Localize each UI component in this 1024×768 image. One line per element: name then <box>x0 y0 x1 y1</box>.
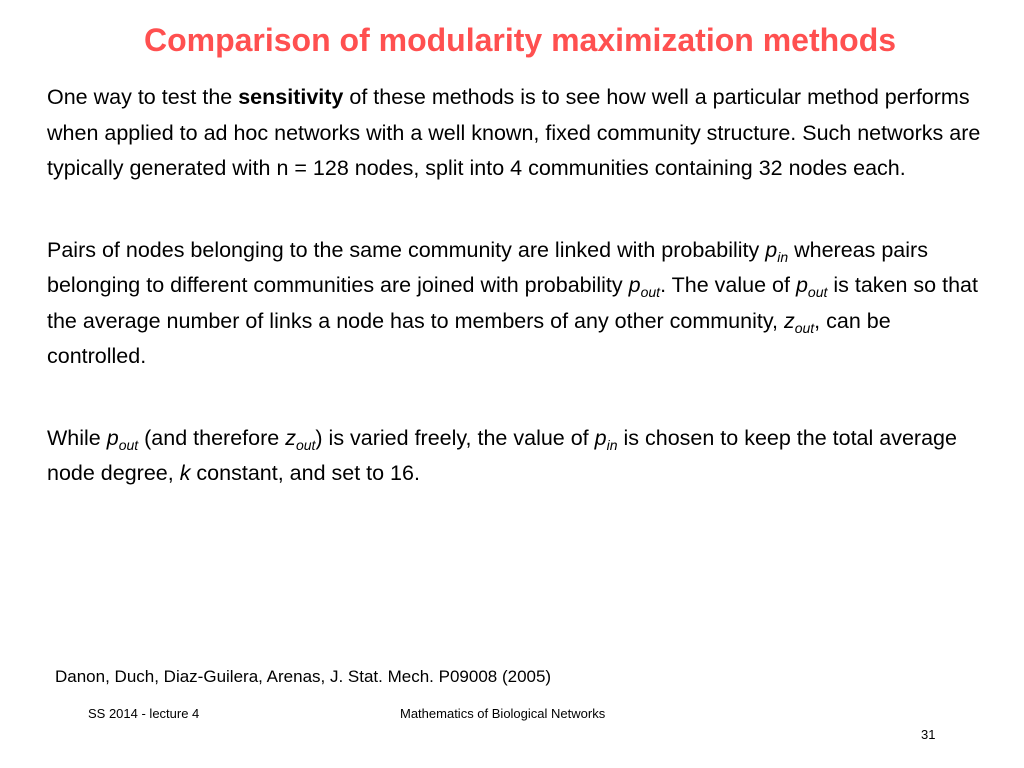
text-run: is taken so that the average number of links a node has to members of any other community, <box>47 273 978 333</box>
text-run: of these methods is to see how well a particular method performs when applied to ad hoc networks with a well known, fixed community structure. Such networks are typically generated with n = 128 nodes, split into 4 communities containing 32 nodes each. <box>47 85 981 180</box>
math-variable: p <box>594 425 607 450</box>
math-subscript: out <box>640 284 661 300</box>
math-variable: p <box>765 237 778 262</box>
paragraph-sensitivity <box>47 80 987 187</box>
text-run: is chosen to keep the total average node degree, <box>47 425 957 485</box>
slide-body <box>47 80 987 538</box>
page-number: 31 <box>921 727 936 742</box>
slide-title: Comparison of modularity maximization methods <box>143 22 897 58</box>
text-run: One way to test the <box>47 85 239 109</box>
math-subscript: out <box>807 284 828 300</box>
math-subscript: out <box>118 436 139 453</box>
reference-citation: Danon, Duch, Diaz-Guilera, Arenas, J. Stat. Mech. P09008 (2005) <box>55 667 552 686</box>
text-run: While <box>47 425 107 450</box>
text-run: whereas pairs belonging to different communities are joined with probability <box>47 237 928 297</box>
text-run: . The value of <box>660 273 796 297</box>
footer-lecture: SS 2014 - lecture 4 <box>88 706 200 721</box>
bold-term: sensitivity <box>238 85 344 109</box>
paragraph-probabilities <box>47 233 987 375</box>
text-run: , can be controlled. <box>47 308 891 368</box>
math-variable: k <box>179 461 191 485</box>
math-variable: p <box>628 273 641 297</box>
paragraph-degree <box>47 421 987 492</box>
math-subscript: out <box>295 436 316 453</box>
math-variable: z <box>285 425 296 450</box>
math-subscript: in <box>777 248 789 265</box>
footer-course-title: Mathematics of Biological Networks <box>400 706 606 721</box>
text-run: (and therefore <box>138 425 286 450</box>
math-subscript: in <box>606 436 618 453</box>
text-run: Pairs of nodes belonging to the same community are linked with probability <box>47 237 766 262</box>
math-subscript: out <box>794 319 815 336</box>
text-run: constant, and set to 16. <box>190 461 420 485</box>
math-variable: p <box>106 425 119 450</box>
math-variable: p <box>795 273 808 297</box>
math-variable: z <box>783 308 795 333</box>
text-run: ) is varied freely, the value of <box>315 425 595 450</box>
